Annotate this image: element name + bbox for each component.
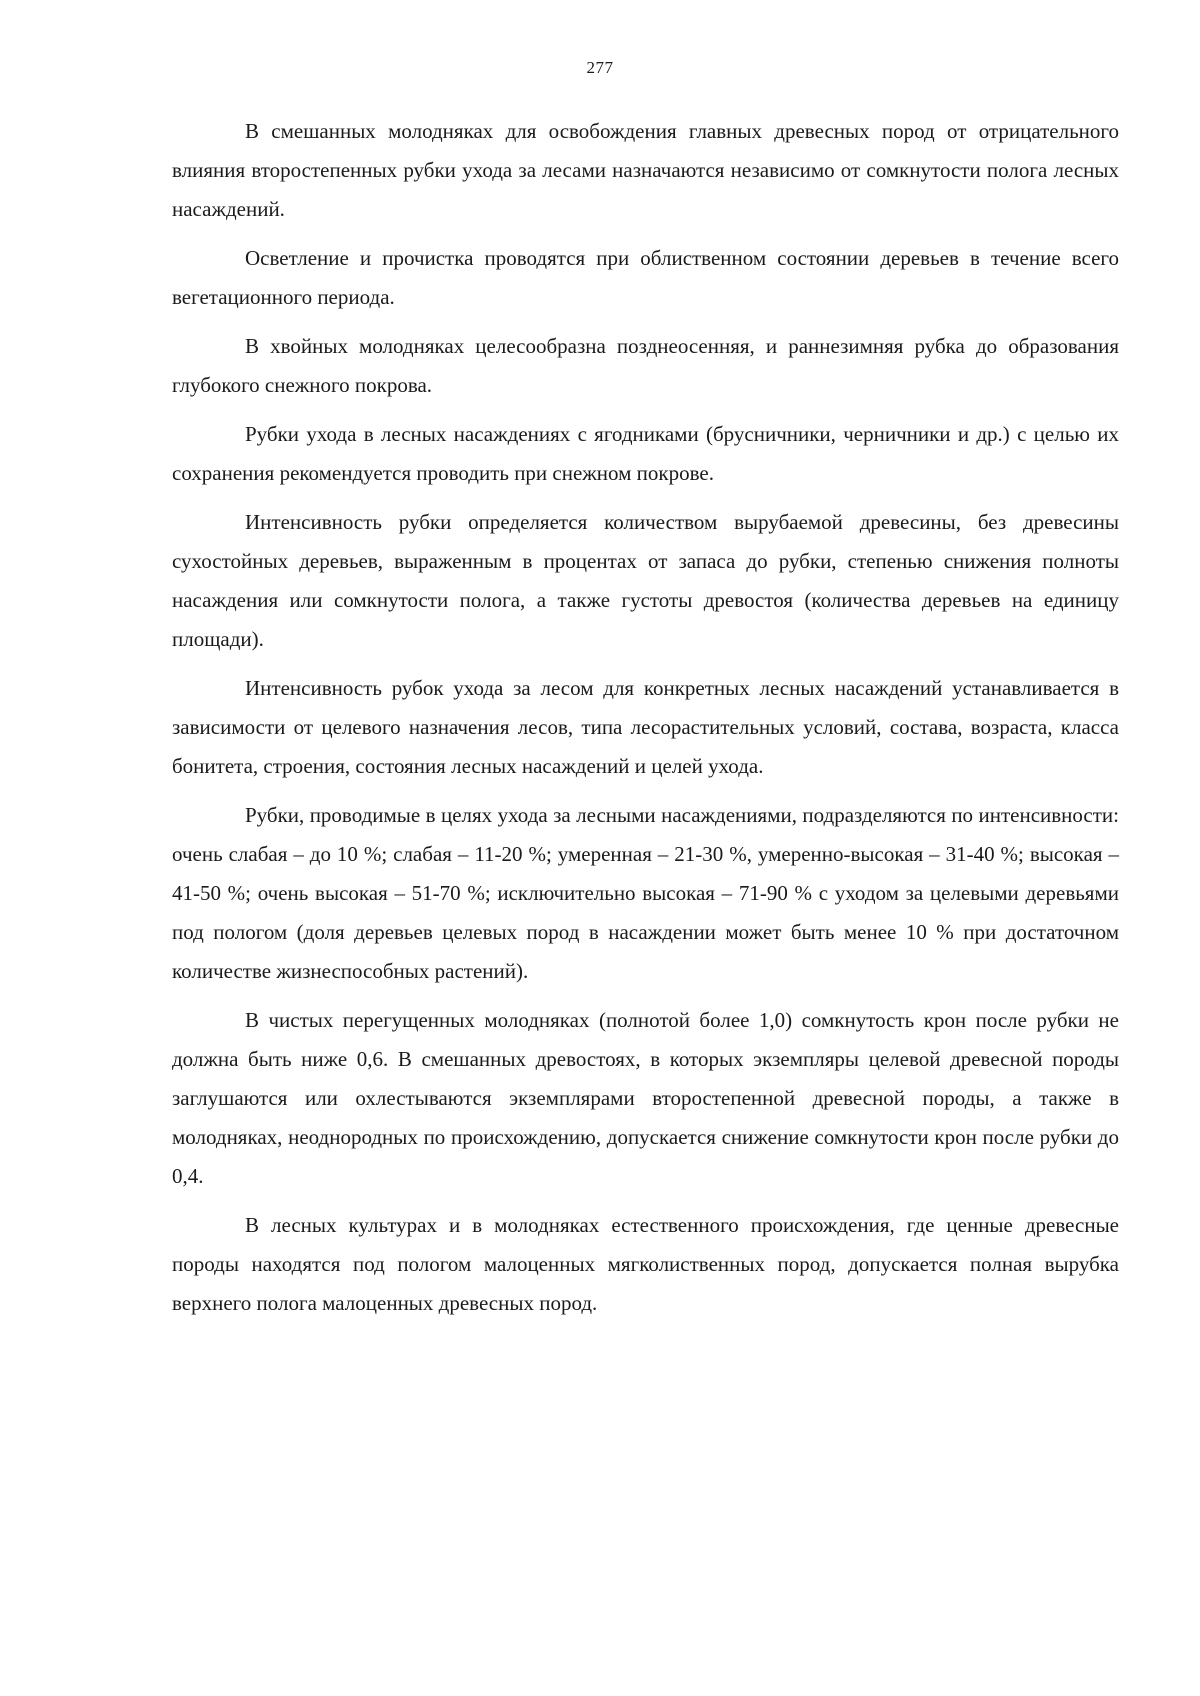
paragraph-2: Осветление и прочистка проводятся при облиственном состоянии деревьев в течение всего вегетационного периода.: [172, 246, 1119, 309]
paragraph-8: В чистых перегущенных молодняках (полнотой более 1,0) сомкнутость крон после рубки не должна быть ниже 0,6. В смешанных древостоях, в которых экземпляры целевой древесной породы заглушаются или охлестываются экземплярами второстепенной древесной породы, а также в молодняках, неоднородных по происхождению, допускается снижение сомкнутости крон после рубки до 0,4.: [172, 1008, 1119, 1188]
paragraph-3: В хвойных молодняках целесообразна позднеосенняя, и раннезимняя рубка до образования глубокого снежного покрова.: [172, 334, 1119, 397]
paragraph-4: Рубки ухода в лесных насаждениях с ягодниками (брусничники, черничники и др.) с целью их сохранения рекомендуется проводить при снежном покрове.: [172, 422, 1119, 485]
paragraph-7: Рубки, проводимые в целях ухода за лесными насаждениями, подразделяются по интенсивности: очень слабая – до 10 %; слабая – 11-20 %; умеренная – 21-30 %, умеренно-высокая – 31-40 %; высокая – 41-50 %; очень высокая – 51-70 %; исключительно высокая – 71-90 % с уходом за целевыми деревьями под пологом (доля деревьев целевых пород в насаждении может быть менее 10 % при достаточном количестве жизнеспособных растений).: [172, 803, 1119, 983]
paragraph-6: Интенсивность рубок ухода за лесом для конкретных лесных насаждений устанавливается в зависимости от целевого назначения лесов, типа лесорастительных условий, состава, возраста, класса бонитета, строения, состояния лесных насаждений и целей ухода.: [172, 676, 1119, 778]
paragraph-1: В смешанных молодняках для освобождения главных древесных пород от отрицательного влияния второстепенных рубки ухода за лесами назначаются независимо от сомкнутости полога лесных насаждений.: [172, 119, 1119, 221]
paragraph-5: Интенсивность рубки определяется количеством вырубаемой древесины, без древесины сухостойных деревьев, выраженным в процентах от запаса до рубки, степенью снижения полноты насаждения или сомкнутости полога, а также густоты древостоя (количества деревьев на единицу площади).: [172, 510, 1119, 651]
body-text: [172, 112, 1119, 1333]
paragraph-9: В лесных культурах и в молодняках естественного происхождения, где ценные древесные породы находятся под пологом малоценных мягколиственных пород, допускается полная вырубка верхнего полога малоценных древесных пород.: [172, 1213, 1119, 1315]
page-number: 277: [586, 58, 614, 77]
